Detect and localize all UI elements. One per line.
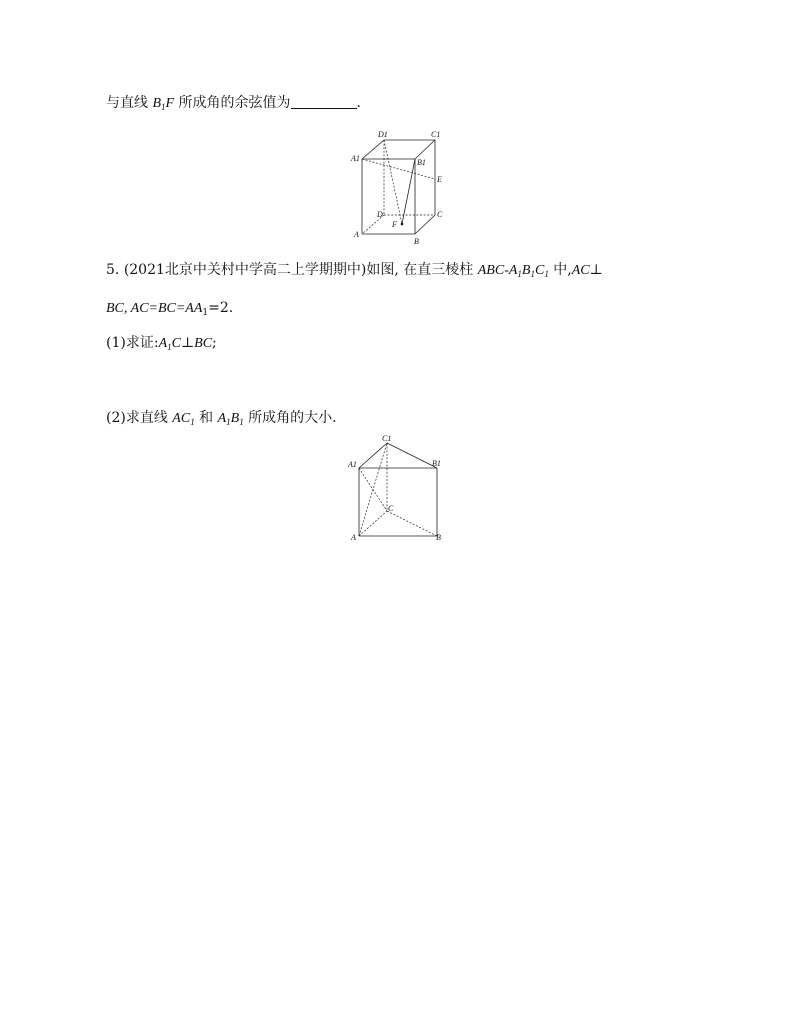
- q5-p2-num: (2): [106, 410, 126, 426]
- fig1-label-E: E: [437, 175, 442, 184]
- q5-p1-end: ;: [212, 335, 217, 351]
- figure-prism: [348, 432, 448, 540]
- q5-part-1: [106, 333, 217, 357]
- q4-tail-text: 所成角的余弦值为: [178, 95, 291, 111]
- q5-p2-a1b1: $A_1B_1$: [217, 411, 244, 427]
- fig1-label-C: C: [437, 210, 443, 219]
- q5-p2-tail: 所成角的大小.: [248, 410, 337, 426]
- q5-line-2: [106, 298, 233, 323]
- q5-equalities: , AC=BC=AA: [123, 301, 203, 316]
- fig2-label-A1: A1: [348, 460, 357, 469]
- fig1-label-C1: C1: [431, 130, 441, 139]
- q5-p1-bc: BC: [194, 336, 213, 351]
- q5-p2-text: 求直线: [125, 410, 168, 426]
- fig1-label-A: A: [354, 230, 359, 239]
- q4-line-label: $B_1F$: [152, 96, 175, 112]
- q5-line-1: [106, 260, 603, 284]
- answer-blank[interactable]: [291, 94, 357, 109]
- q5-p1-num: (1): [106, 335, 126, 351]
- q5-p2-and: 和: [199, 410, 214, 426]
- fig1-label-F: F: [392, 220, 397, 229]
- q5-text2: 中,: [553, 262, 572, 278]
- fig2-label-B1: B1: [432, 459, 441, 468]
- q5-bc: BC: [106, 301, 124, 316]
- fig2-label-A: A: [351, 533, 356, 542]
- q5-line2-end: =2.: [208, 300, 234, 316]
- q5-p1-perp: ⊥: [180, 335, 195, 351]
- q5-number: 5.: [106, 262, 120, 278]
- q5-perp: ⊥: [589, 262, 603, 278]
- q5-source: (2021北京中关村中学高二上学期期中): [123, 262, 367, 278]
- q4-end-punct: .: [356, 95, 361, 111]
- q5-sub: 1: [202, 308, 209, 318]
- q5-p2-ac1: $AC_1$: [172, 411, 195, 427]
- fig2-label-B: B: [436, 533, 441, 542]
- figure-cuboid: [350, 126, 450, 246]
- fig1-label-B1: B1: [417, 158, 426, 167]
- fig1-label-A1: A1: [351, 154, 360, 163]
- q5-part-2: [106, 408, 337, 432]
- q5-p1-text: 求证:: [125, 335, 159, 351]
- fig1-label-D: D: [377, 210, 383, 219]
- fig2-label-C: C: [388, 504, 394, 513]
- q4-lead-text: 与直线: [106, 95, 148, 111]
- q5-prism-name: ABC-$A_1B_1C_1$: [477, 263, 549, 279]
- fig1-label-D1: D1: [378, 130, 388, 139]
- q5-text1: 如图, 在直三棱柱: [366, 262, 474, 278]
- q4-tail-line: [106, 93, 361, 117]
- q5-ac: AC: [571, 263, 590, 278]
- q5-p1-a1c: $A_1C$: [158, 336, 181, 352]
- fig1-label-B: B: [414, 237, 419, 246]
- fig2-label-C1: C1: [382, 434, 392, 443]
